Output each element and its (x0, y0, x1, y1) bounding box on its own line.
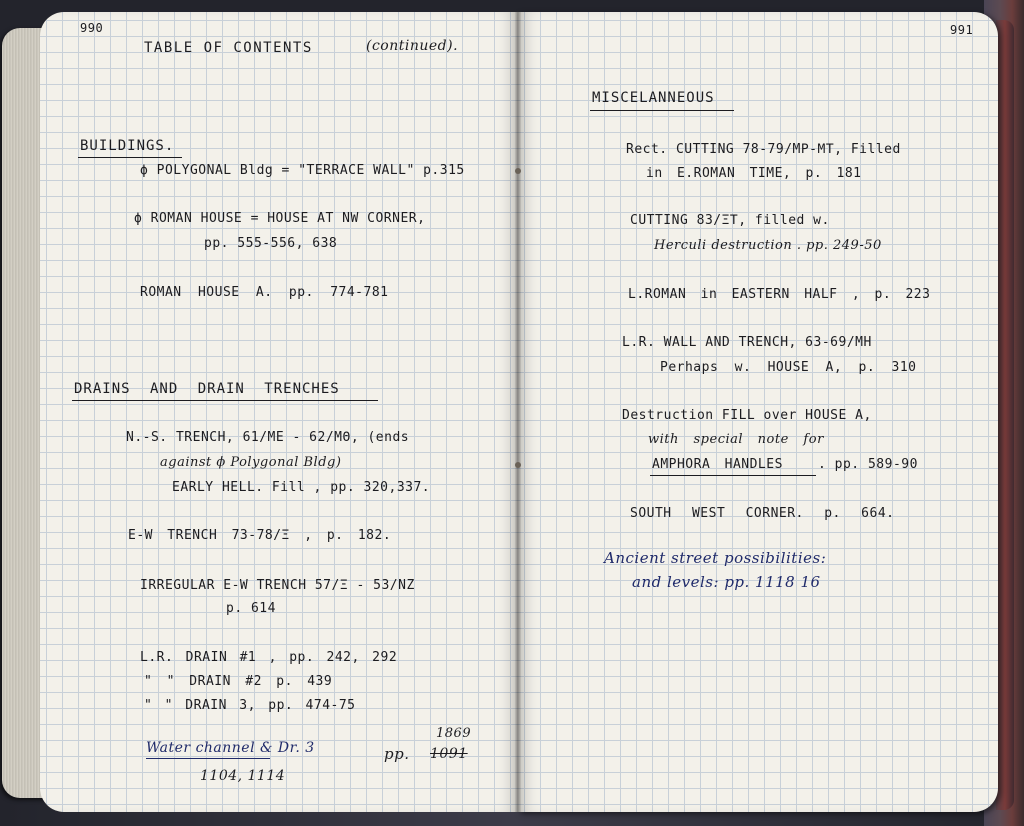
drains-entry-2: E-W TRENCH 73-78/Ξ , p. 182. (128, 528, 392, 543)
drains-heading-underline (72, 400, 378, 401)
page-title: TABLE OF CONTENTS (144, 40, 313, 56)
water-channel-correction: 1869 (436, 726, 472, 741)
water-channel-pages-label: pp. (384, 745, 410, 763)
ancient-street-note-line-2: and levels: pp. 1118 16 (632, 573, 821, 591)
notebook-cover-edge (996, 20, 1014, 810)
drains-entry-3-line-2: p. 614 (226, 601, 276, 616)
drains-entry-5: " " DRAIN #2 p. 439 (144, 674, 333, 689)
buildings-heading: BUILDINGS. (80, 138, 175, 154)
binding-hole-top (515, 168, 521, 174)
right-page-number: 991 (950, 23, 974, 37)
misc-entry-5-line-1: Destruction FILL over HOUSE A, (622, 408, 872, 423)
water-channel-underline (146, 758, 270, 759)
misc-entry-4-line-1: L.R. WALL AND TRENCH, 63-69/MH (622, 335, 872, 350)
drains-entry-1-line-2: against ϕ Polygonal Bldg) (160, 455, 342, 470)
left-page (40, 12, 518, 812)
miscellaneous-heading-underline (590, 110, 734, 111)
drains-heading: DRAINS AND DRAIN TRENCHES (74, 381, 340, 397)
misc-entry-5-amphora: AMPHORA HANDLES (652, 457, 783, 472)
buildings-heading-underline (78, 157, 182, 158)
miscellaneous-heading: MISCELANNEOUS (592, 90, 715, 106)
misc-entry-6: SOUTH WEST CORNER. p. 664. (630, 506, 895, 521)
drains-entry-1-line-1: N.-S. TRENCH, 61/ME - 62/MΘ, (ends (126, 430, 410, 445)
buildings-entry-1: ϕ POLYGONAL Bldg = "TERRACE WALL" p.315 (140, 163, 465, 178)
misc-entry-5-line-2: with special note for (648, 432, 824, 447)
water-channel-label: Water channel & Dr. 3 (146, 740, 315, 756)
drains-entry-3-line-1: IRREGULAR E-W TRENCH 57/Ξ - 53/NZ (140, 578, 415, 593)
misc-entry-1-line-1: Rect. CUTTING 78-79/MΡ-ΜΤ, Filled (626, 142, 901, 157)
drains-entry-4: L.R. DRAIN #1 , pp. 242, 292 (140, 650, 398, 665)
water-channel-struck-page: 1091 (430, 746, 468, 762)
misc-entry-5-pages: . pp. 589-90 (818, 457, 918, 472)
water-channel-more-pages: 1104, 1114 (200, 768, 286, 784)
left-page-number: 990 (80, 21, 104, 35)
amphora-underline (650, 475, 816, 476)
page-gutter (515, 12, 521, 812)
buildings-entry-3: ROMAN HOUSE A. pp. 774-781 (140, 285, 389, 300)
buildings-entry-2-line-1: ϕ ROMAN HOUSE = HOUSE AT NW CORNER, (134, 211, 426, 226)
misc-entry-2-line-1: CUTTING 83/ΞΤ, filled w. (630, 213, 830, 228)
misc-entry-3: L.ROMAN in EASTERN HALF , p. 223 (628, 287, 931, 302)
drains-entry-6: " " DRAIN 3, pp. 474-75 (144, 698, 356, 713)
binding-hole-bottom (515, 462, 521, 468)
ancient-street-note-line-1: Ancient street possibilities: (604, 549, 827, 567)
drains-entry-1-line-3: EARLY HELL. Fill , pp. 320,337. (172, 480, 431, 495)
misc-entry-2-line-2: Herculi destruction . pp. 249-50 (654, 238, 882, 253)
buildings-entry-2-line-2: pp. 555-556, 638 (204, 236, 338, 251)
misc-entry-1-line-2: in E.ROMAN TIME, p. 181 (646, 166, 862, 181)
misc-entry-4-line-2: Perhaps w. HOUSE A, p. 310 (660, 360, 917, 375)
page-title-note: (continued). (366, 38, 459, 54)
